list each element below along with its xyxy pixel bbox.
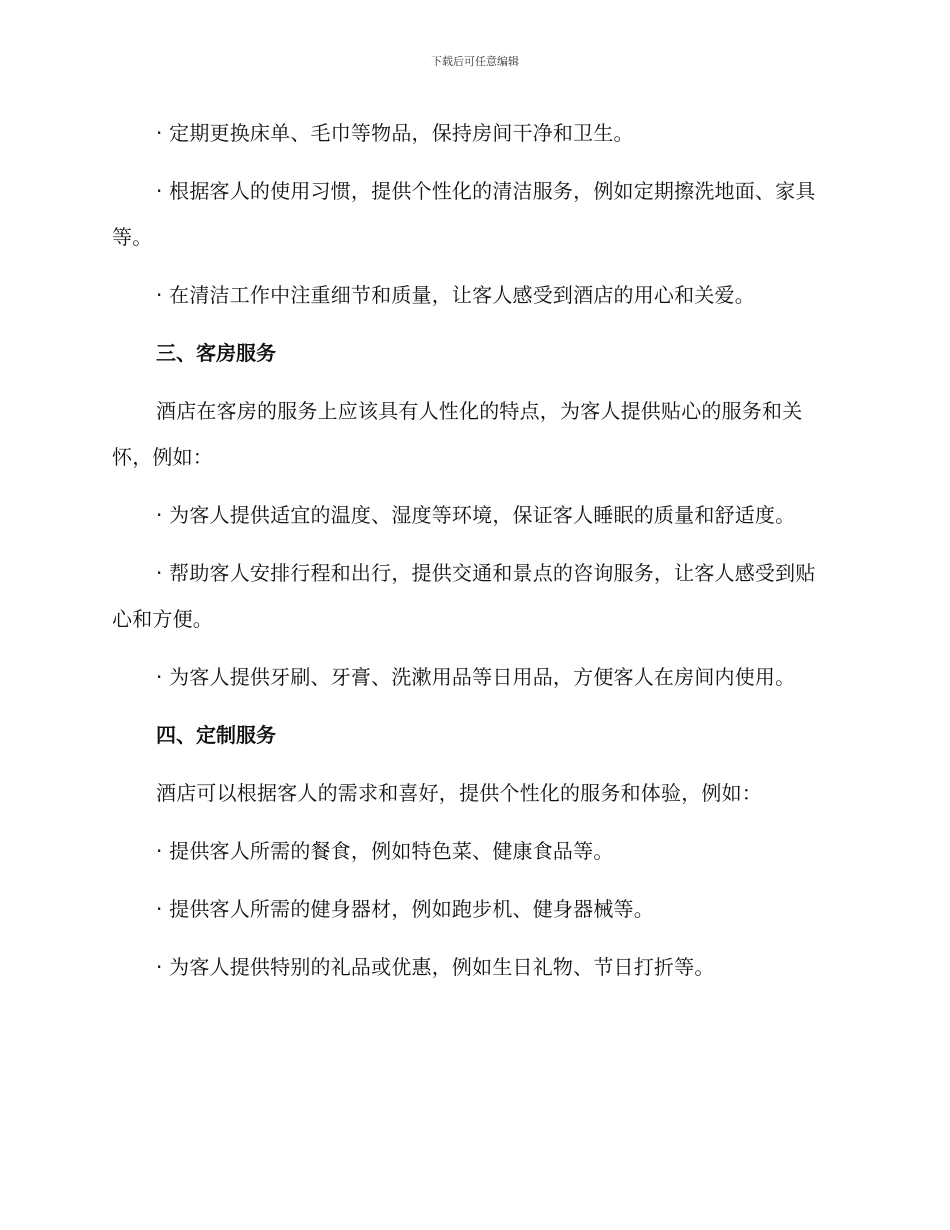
body-paragraph: 酒店可以根据客人的需求和喜好，提供个性化的服务和体验，例如： bbox=[156, 781, 762, 805]
bullet-paragraph: · 为客人提供特别的礼品或优惠，例如生日礼物、节日打折等。 bbox=[156, 955, 715, 979]
bullet-paragraph: · 提供客人所需的餐食，例如特色菜、健康食品等。 bbox=[156, 839, 614, 863]
bullet-paragraph: · 在清洁工作中注重细节和质量，让客人感受到酒店的用心和关爱。 bbox=[156, 283, 755, 307]
page-header: 下载后可任意编辑 bbox=[431, 55, 519, 68]
document-body bbox=[112, 110, 832, 1002]
bullet-paragraph: · 帮助客人安排行程和出行，提供交通和景点的咨询服务，让客人感受到贴心和方便。 bbox=[112, 561, 816, 631]
bullet-paragraph: · 根据客人的使用习惯，提供个性化的清洁服务，例如定期擦洗地面、家具等。 bbox=[112, 179, 816, 249]
body-paragraph: 酒店在客房的服务上应该具有人性化的特点，为客人提供贴心的服务和关怀，例如： bbox=[112, 399, 803, 469]
bullet-paragraph: · 提供客人所需的健身器材，例如跑步机、健身器械等。 bbox=[156, 897, 654, 921]
bullet-paragraph: · 为客人提供牙刷、牙膏、洗漱用品等日用品，方便客人在房间内使用。 bbox=[156, 665, 796, 689]
section-heading: 四、定制服务 bbox=[156, 723, 276, 747]
section-heading: 三、客房服务 bbox=[156, 341, 276, 365]
bullet-paragraph: · 为客人提供适宜的温度、湿度等环境，保证客人睡眠的质量和舒适度。 bbox=[156, 503, 796, 527]
bullet-paragraph: · 定期更换床单、毛巾等物品，保持房间干净和卫生。 bbox=[156, 121, 634, 145]
